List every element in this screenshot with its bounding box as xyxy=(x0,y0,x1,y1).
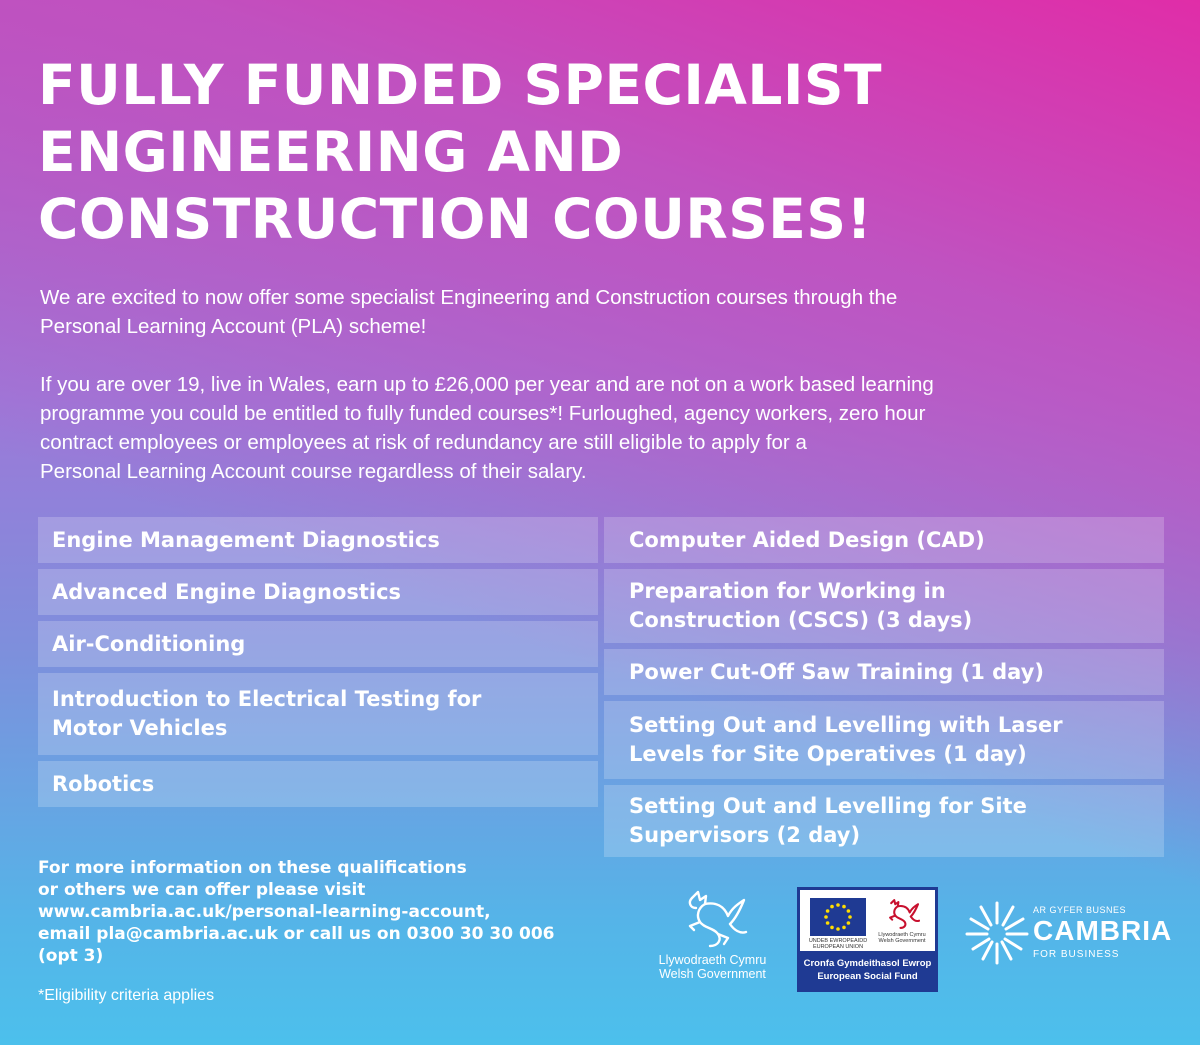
contact-link[interactable]: www.cambria.ac.uk/personal-learning-account, xyxy=(38,902,491,922)
esf-logo xyxy=(797,887,938,992)
course-title: Power Cut-Off Saw Training (1 day) xyxy=(629,659,1044,684)
course-title: Engine Management Diagnostics xyxy=(52,527,440,552)
contact-line: For more information on these qualifications xyxy=(38,858,467,878)
course-title: Preparation for Working in xyxy=(629,579,946,603)
course-title: Supervisors (2 day) xyxy=(629,823,861,847)
disclaimer: *Eligibility criteria applies xyxy=(38,987,215,1004)
course-item xyxy=(604,569,1164,643)
welsh-government-logo xyxy=(655,888,770,998)
intro-line: Personal Learning Account course regardless of their salary. xyxy=(40,460,587,483)
cambria-welsh-label: AR GYFER BUSNES xyxy=(1033,905,1127,915)
eu-label: UNDEB EWROPEAIDD EUROPEAN UNION xyxy=(808,938,868,950)
course-item xyxy=(38,517,598,563)
intro-line: programme you could be entitled to fully funded courses*! Furloughed, agency workers, zero hour xyxy=(40,402,926,425)
course-item xyxy=(38,621,598,667)
intro-line: If you are over 19, live in Wales, earn up to £26,000 per year and are not on a work based learning xyxy=(40,373,934,396)
contact-line: (opt 3) xyxy=(38,946,104,966)
esf-label: European Social Fund xyxy=(817,971,918,982)
welsh-dragon-small-icon xyxy=(882,898,922,930)
course-title: Motor Vehicles xyxy=(52,716,228,740)
contact-line: or others we can offer please visit xyxy=(38,880,366,900)
course-item xyxy=(38,569,598,615)
course-title: Advanced Engine Diagnostics xyxy=(52,579,402,604)
course-title: Setting Out and Levelling with Laser xyxy=(629,713,1063,737)
course-list-left xyxy=(38,517,598,813)
welsh-gov-label: Welsh Government xyxy=(659,967,766,981)
course-title: Air-Conditioning xyxy=(52,631,246,656)
esf-banner xyxy=(800,951,935,989)
eu-flag-icon xyxy=(810,898,866,936)
esf-label: Cronfa Gymdeithasol Ewrop xyxy=(803,958,932,969)
course-title: Robotics xyxy=(52,771,155,796)
headline xyxy=(38,52,1168,253)
starburst-icon xyxy=(963,899,1031,967)
cambria-sub-label: FOR BUSINESS xyxy=(1033,949,1120,960)
course-item xyxy=(604,701,1164,779)
contact-info xyxy=(38,857,638,967)
course-title: Computer Aided Design (CAD) xyxy=(629,527,985,552)
welsh-gov-label: Llywodraeth Cymru xyxy=(658,953,767,967)
cambria-name: CAMBRIA xyxy=(1033,915,1173,946)
intro-text xyxy=(40,283,1140,486)
wg-label: Llywodraeth Cymru Welsh Government xyxy=(878,932,926,944)
cambria-logo xyxy=(963,895,1173,975)
course-title: Setting Out and Levelling for Site xyxy=(629,794,1027,818)
headline-line: FULLY FUNDED SPECIALIST xyxy=(38,53,883,117)
course-list-right xyxy=(604,517,1164,863)
course-item xyxy=(38,761,598,807)
intro-line: We are excited to now offer some specialist Engineering and Construction courses through the xyxy=(40,286,898,309)
headline-line: CONSTRUCTION COURSES! xyxy=(38,187,873,251)
intro-line: Personal Learning Account (PLA) scheme! xyxy=(40,315,427,338)
course-title: Construction (CSCS) (3 days) xyxy=(629,608,973,632)
course-item xyxy=(604,785,1164,857)
intro-line: contract employees or employees at risk of redundancy are still eligible to apply for a xyxy=(40,431,807,454)
course-item xyxy=(604,649,1164,695)
course-item xyxy=(38,673,598,755)
headline-line: ENGINEERING AND xyxy=(38,120,624,184)
course-title: Levels for Site Operatives (1 day) xyxy=(629,742,1027,766)
contact-line[interactable]: email pla@cambria.ac.uk or call us on 0300 30 30 006 xyxy=(38,924,555,944)
welsh-dragon-icon xyxy=(678,888,748,950)
course-title: Introduction to Electrical Testing for xyxy=(52,687,482,711)
course-item xyxy=(604,517,1164,563)
